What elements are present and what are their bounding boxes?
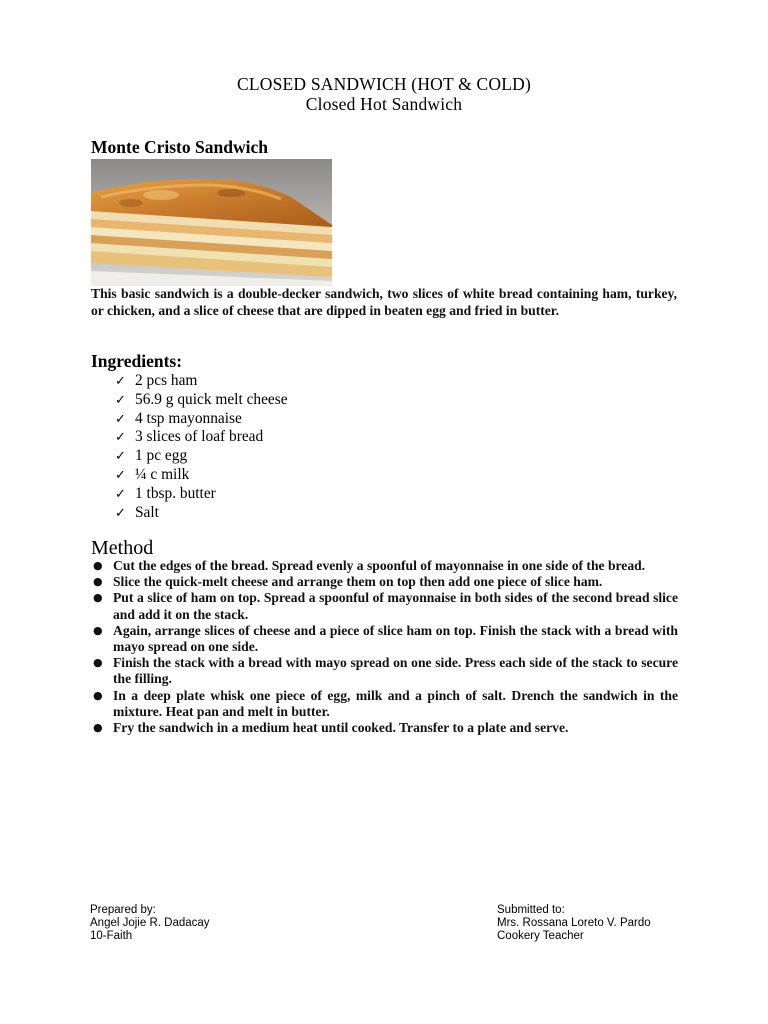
ingredient-item: ✓ 1 pc egg (115, 447, 288, 466)
document-header (0, 74, 768, 114)
method-step: ● Put a slice of ham on top. Spread a spoonful of mayonnaise in both sides of the second bread slice and add it on the stack. (93, 590, 678, 622)
method-step: ● Again, arrange slices of cheese and a piece of slice ham on top. Finish the stack with a bread with mayo spread on one side. (93, 622, 678, 655)
checkmark-icon: ✓ (115, 430, 126, 446)
prepared-by-block (90, 904, 210, 943)
prepared-by-section: 10-Faith (90, 930, 133, 942)
submitted-to-role: Cookery Teacher (497, 930, 584, 942)
document-subtitle: Closed Hot Sandwich (305, 94, 463, 114)
submitted-to-label: Submitted to: (497, 904, 565, 916)
bullet-icon: ● (93, 721, 103, 735)
method-steps-list (91, 558, 678, 736)
recipe-title: Monte Cristo Sandwich (91, 137, 268, 157)
submitted-to-block (497, 904, 651, 943)
checkmark-icon: ✓ (115, 411, 126, 427)
checkmark-icon: ✓ (115, 486, 126, 502)
ingredient-item: ✓ 4 tsp mayonnaise (115, 410, 288, 429)
checkmark-icon: ✓ (115, 392, 126, 408)
method-heading: Method (91, 537, 154, 559)
ingredient-item: ✓ Salt (115, 504, 288, 523)
ingredient-item: ✓ 56.9 g quick melt cheese (115, 391, 288, 410)
recipe-description: This basic sandwich is a double-decker sandwich, two slices of white bread containing ham, turkey, or chicken, and a slice of cheese that are dipped in beaten egg and fried in butter. (91, 286, 677, 318)
bullet-icon: ● (93, 688, 103, 702)
checkmark-icon: ✓ (115, 505, 126, 521)
method-step: ● In a deep plate whisk one piece of egg, milk and a pinch of salt. Drench the sandwich in the mixture. Heat pan and melt in butter. (93, 687, 678, 719)
checkmark-icon: ✓ (115, 449, 126, 465)
submitted-to-name: Mrs. Rossana Loreto V. Pardo (497, 917, 651, 929)
bullet-icon: ● (93, 575, 103, 589)
checkmark-icon: ✓ (115, 374, 126, 389)
ingredient-item: ✓ 2 pcs ham (115, 372, 288, 391)
ingredient-item: ✓ 3 slices of loaf bread (115, 428, 288, 447)
method-step: ● Finish the stack with a bread with mayo spread on one side. Press each side of the stack to secure the filling. (93, 655, 678, 687)
prepared-by-label: Prepared by: (90, 904, 156, 916)
bullet-icon: ● (93, 656, 103, 670)
ingredient-item: ✓ 1 tbsp. butter (115, 485, 288, 504)
ingredients-list (115, 372, 288, 522)
sandwich-photo (91, 159, 332, 286)
bullet-icon: ● (93, 559, 103, 572)
bullet-icon: ● (93, 591, 103, 605)
ingredient-item: ✓ ¼ c milk (115, 466, 288, 485)
prepared-by-name: Angel Jojie R. Dadacay (90, 917, 210, 929)
method-step: ● Slice the quick-melt cheese and arrange them on top then add one piece of slice ham. (93, 574, 603, 590)
method-step: ● Fry the sandwich in a medium heat until cooked. Transfer to a plate and serve. (93, 720, 569, 736)
bullet-icon: ● (93, 623, 103, 637)
ingredients-heading: Ingredients: (91, 351, 183, 371)
checkmark-icon: ✓ (115, 467, 126, 483)
document-title: CLOSED SANDWICH (HOT & COLD) (236, 74, 532, 94)
method-step: ● Cut the edges of the bread. Spread evenly a spoonful of mayonnaise in one side of the bread. (93, 558, 646, 573)
